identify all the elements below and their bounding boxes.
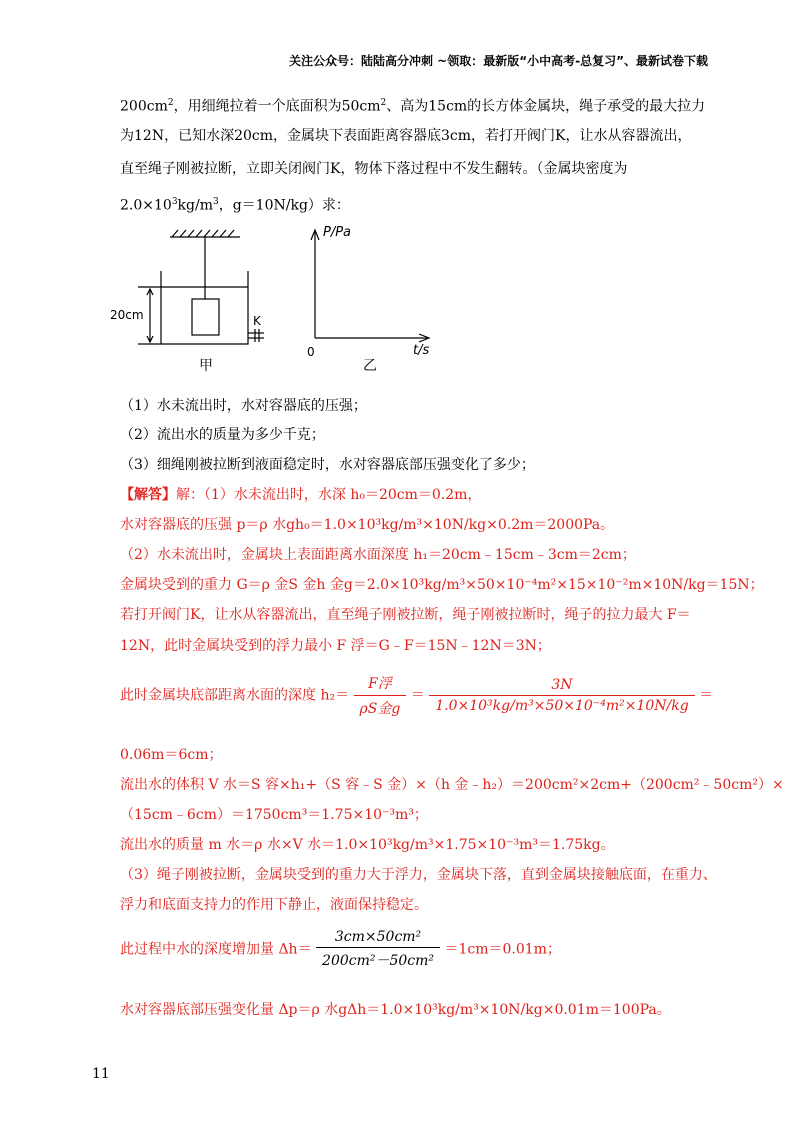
figure-yi [295,220,445,375]
fraction-buoyancy: $\frac{\text{F浮}}{\text{ρS金g}}$ [354,673,407,718]
problem-line-1: $200cm^2$，用细绳拉着一个底面积为$50cm^2$、高为15cm的长方体金属块，绳子承受的最大拉力 [120,98,706,115]
answer-line-9: 流出水的体积 V 水＝S 容×h₁+（S 容﹣S 金）×（h 金﹣h₂）＝200cm²×2cm+（200cm²﹣50cm²）× [120,777,784,793]
valve-label: K [253,314,261,328]
figure-jia [108,225,278,375]
fraction-depth: $\frac{3N}{\text{1.0×10³kg/m³×50×10⁻⁴m²×10N/kg}}$ [429,677,694,714]
answer-line-8: 0.06m＝6cm； [120,747,223,763]
question-2: （2）流出水的质量为多少千克； [120,427,325,443]
answer-line-5: 若打开阀门K，让水从容器流出，直至绳子刚被拉断，绳子刚被拉断时，绳子的拉力最大 F＝ [120,607,691,623]
page-header: 关注公众号：陆陆高分冲刺 ~领取：最新版“小中高考-总复习”、最新试卷下载 [289,54,708,68]
answer-line-1: 【解答】解：（1）水未流出时，水深 h₀＝20cm＝0.2m， [120,487,482,503]
metal-block [192,299,219,335]
caption-jia: 甲 [199,358,213,374]
answer-line-11: 流出水的质量 m 水＝ρ 水×V 水＝1.0×10³kg/m³×1.75×10⁻³m³＝1.75kg。 [120,837,615,853]
answer-line-12: （3）绳子刚被拉断，金属块受到的重力大于浮力，金属块下落，直到金属块接触底面，在重力、 [120,867,717,883]
caption-yi: 乙 [363,358,377,374]
answer-line-4: 金属块受到的重力 G＝ρ 金S 金h 金g＝2.0×10³kg/m³×50×10⁻⁴m²×15×10⁻²m×10N/kg＝15N； [120,577,764,593]
answer-line-15: 水对容器底部压强变化量 Δp＝ρ 水gΔh＝1.0×10³kg/m³×10N/kg×0.01m＝100Pa。 [120,1002,671,1018]
problem-line-3: 直至绳子刚被拉断，立即关闭阀门K，物体下落过程中不发生翻转。（金属块密度为 [120,161,628,177]
answer-tag: 【解答】 [120,487,176,503]
problem-line-2: 为12N，已知水深20cm，金属块下表面距离容器底3cm，若打开阀门K，让水从容器流出， [120,128,692,144]
answer-line-7: 此时金属块底部距离水面的深度 h₂＝ $\frac{\text{F浮}}{\text{ρS金g}}$ ＝ $\frac{3N}{\text{1.0×10³kg/m³×50×10⁻⁴m²×10N/kg}}$ ＝ [120,673,713,718]
origin-label: 0 [307,345,315,359]
answer-line-13: 浮力和底面支持力的作用下静止，液面保持稳定。 [120,897,428,913]
page-number: 11 [92,1066,110,1082]
answer-line-6: 12N，此时金属块受到的浮力最小 F 浮＝G﹣F＝15N﹣12N＝3N； [120,638,551,654]
question-3: （3）细绳刚被拉断到液面稳定时，水对容器底部压强变化了多少； [120,457,535,473]
answer-line-3: （2）水未流出时，金属块上表面距离水面深度 h₁＝20cm﹣15cm﹣3cm＝2cm； [120,547,636,563]
answer-line-2: 水对容器底的压强 p＝ρ 水gh₀＝1.0×10³kg/m³×10N/kg×0.2m＝2000Pa。 [120,517,615,533]
ceiling-hatch [172,230,234,237]
question-1: （1）水未流出时，水对容器底的压强； [120,398,367,414]
answer-line-10: （15cm﹣6cm）＝1750cm³＝1.75×10⁻³m³； [120,807,428,823]
fraction-depth-increase: $\frac{\text{3cm×50cm²}}{\text{200cm²－50cm²}}$ [316,929,440,970]
problem-line-4: $2.0\times 10^3kg/m^3$，g＝10N/kg）求： [120,197,350,214]
answer-line-14: 此过程中水的深度增加量 Δh＝ $\frac{\text{3cm×50cm²}}{\text{200cm²－50cm²}}$ ＝1cm＝0.01m； [120,929,561,969]
x-axis-label: t/s [413,343,430,358]
depth-label: 20cm [110,308,144,322]
y-axis-label: P/Pa [323,225,352,240]
